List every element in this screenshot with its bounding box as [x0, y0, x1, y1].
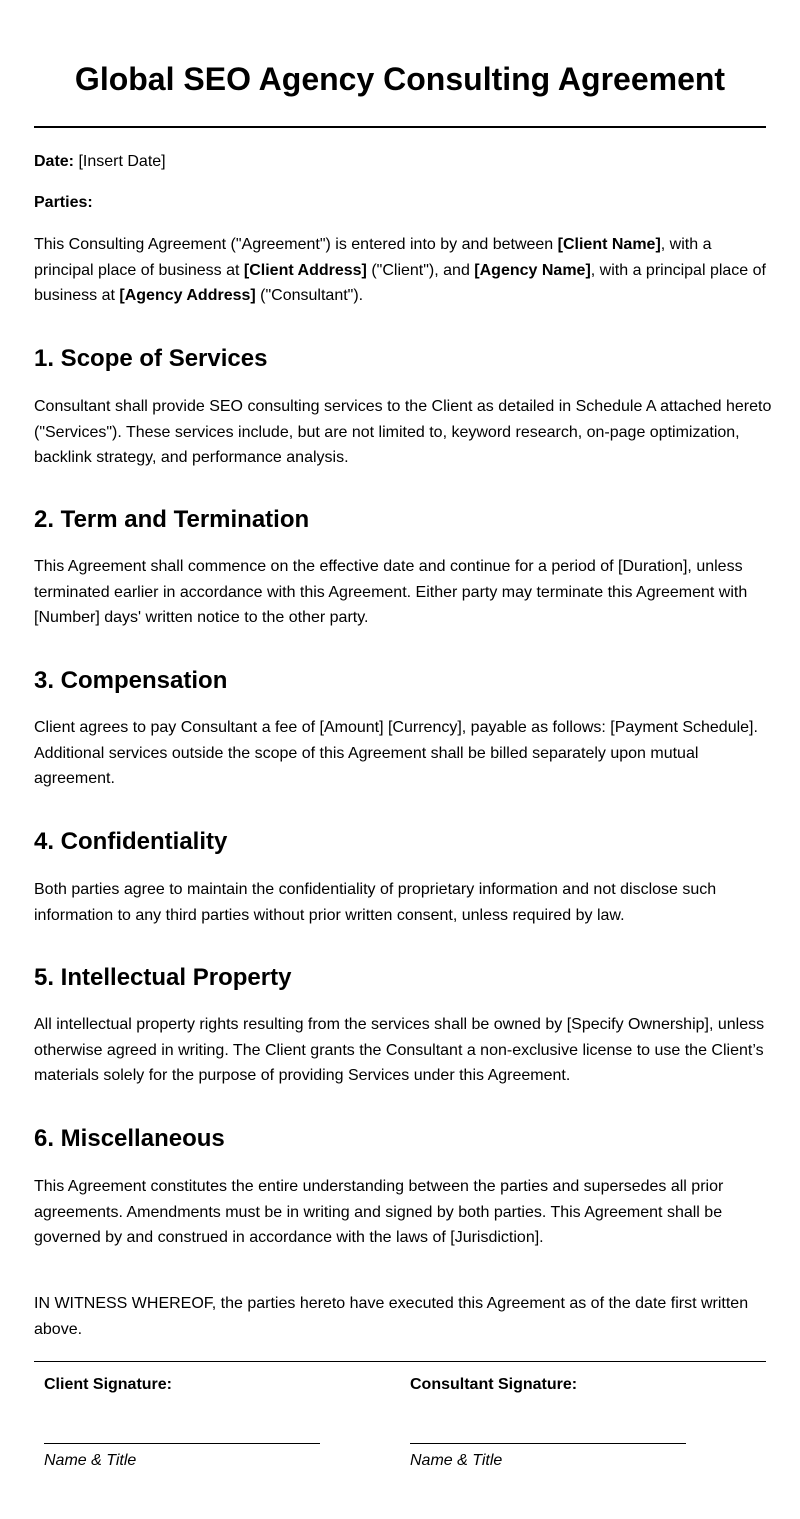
intro-text-5: ("Consultant").	[255, 287, 364, 305]
section-body-ip: All intellectual property rights resulting from the services shall be owned by [Specify Ownership], unless otherwise agreed in writing. The Client grants the Consultant a non-exclusive license to use the Client’s materials solely for the purpose of providing Services under this Agreement.	[34, 1016, 765, 1085]
section-body-confidentiality: Both parties agree to maintain the confidentiality of proprietary information and not disclose such information to any third parties without prior written consent, unless required by law.	[34, 881, 717, 924]
section-body-misc: This Agreement constitutes the entire understanding between the parties and supersedes all prior agreements. Amendments must be in writing and signed by both parties. This Agreement shall be governed by and construed in accordance with the laws of [Jurisdiction].	[34, 1178, 724, 1247]
intro-text-4: , with a principal place of business at	[34, 261, 766, 305]
client-name-title: Name & Title	[44, 1452, 137, 1469]
section-heading-term: 2. Term and Termination	[34, 506, 310, 533]
date-label: Date:	[34, 153, 75, 170]
client-signature-line[interactable]	[44, 1443, 320, 1444]
document-title: Global SEO Agency Consulting Agreement	[74, 61, 726, 97]
date-value: [Insert Date]	[78, 153, 166, 170]
consultant-signature-label: Consultant Signature:	[410, 1376, 578, 1393]
intro-text-1: This Consulting Agreement ("Agreement") is entered into by and between	[34, 236, 558, 253]
parties-label-text: Parties:	[34, 194, 93, 211]
parties-label	[34, 190, 774, 216]
client-signature-block	[44, 1373, 344, 1469]
intro-text-3: ("Client"), and	[366, 261, 475, 279]
client-address-placeholder: [Client Address]	[243, 261, 367, 279]
client-signature-label: Client Signature:	[44, 1376, 173, 1393]
signature-divider	[34, 1361, 766, 1362]
section-body-compensation: Client agrees to pay Consultant a fee of [Amount] [Currency], payable as follows: [Payment Schedule]. Additional services outside the scope of this Agreement shall be billed separately upon mutual agreement.	[34, 719, 758, 788]
date-line	[34, 149, 774, 175]
consultant-signature-line[interactable]	[410, 1443, 686, 1444]
agency-name-placeholder: [Agency Name]	[474, 261, 591, 279]
section-heading-misc: 6. Miscellaneous	[34, 1125, 225, 1152]
section-body-scope: Consultant shall provide SEO consulting services to the Client as detailed in Schedule A attached hereto ("Services"). These services include, but are not limited to, keyword research, on-page optimization, backlink strategy, and performance analysis.	[34, 398, 772, 467]
section-heading-ip: 5. Intellectual Property	[34, 964, 292, 991]
parties-intro	[34, 232, 772, 309]
consultant-signature-block	[410, 1373, 710, 1469]
section-heading-compensation: 3. Compensation	[34, 667, 228, 694]
intro-text-2: , with a principal place of business at	[34, 236, 712, 279]
client-name-placeholder: [Client Name]	[557, 236, 661, 253]
title-divider	[34, 126, 766, 128]
agency-address-placeholder: [Agency Address]	[119, 287, 256, 305]
section-body-term: This Agreement shall commence on the effective date and continue for a period of [Duration], unless terminated earlier in accordance with this Agreement. Either party may terminate this Agreement with [Number] days' written notice to the other party.	[34, 558, 748, 627]
witness-statement: IN WITNESS WHEREOF, the parties hereto have executed this Agreement as of the date first written above.	[34, 1295, 749, 1338]
consultant-name-title: Name & Title	[410, 1452, 503, 1469]
section-heading-scope: 1. Scope of Services	[34, 345, 268, 372]
section-heading-confidentiality: 4. Confidentiality	[34, 828, 228, 855]
